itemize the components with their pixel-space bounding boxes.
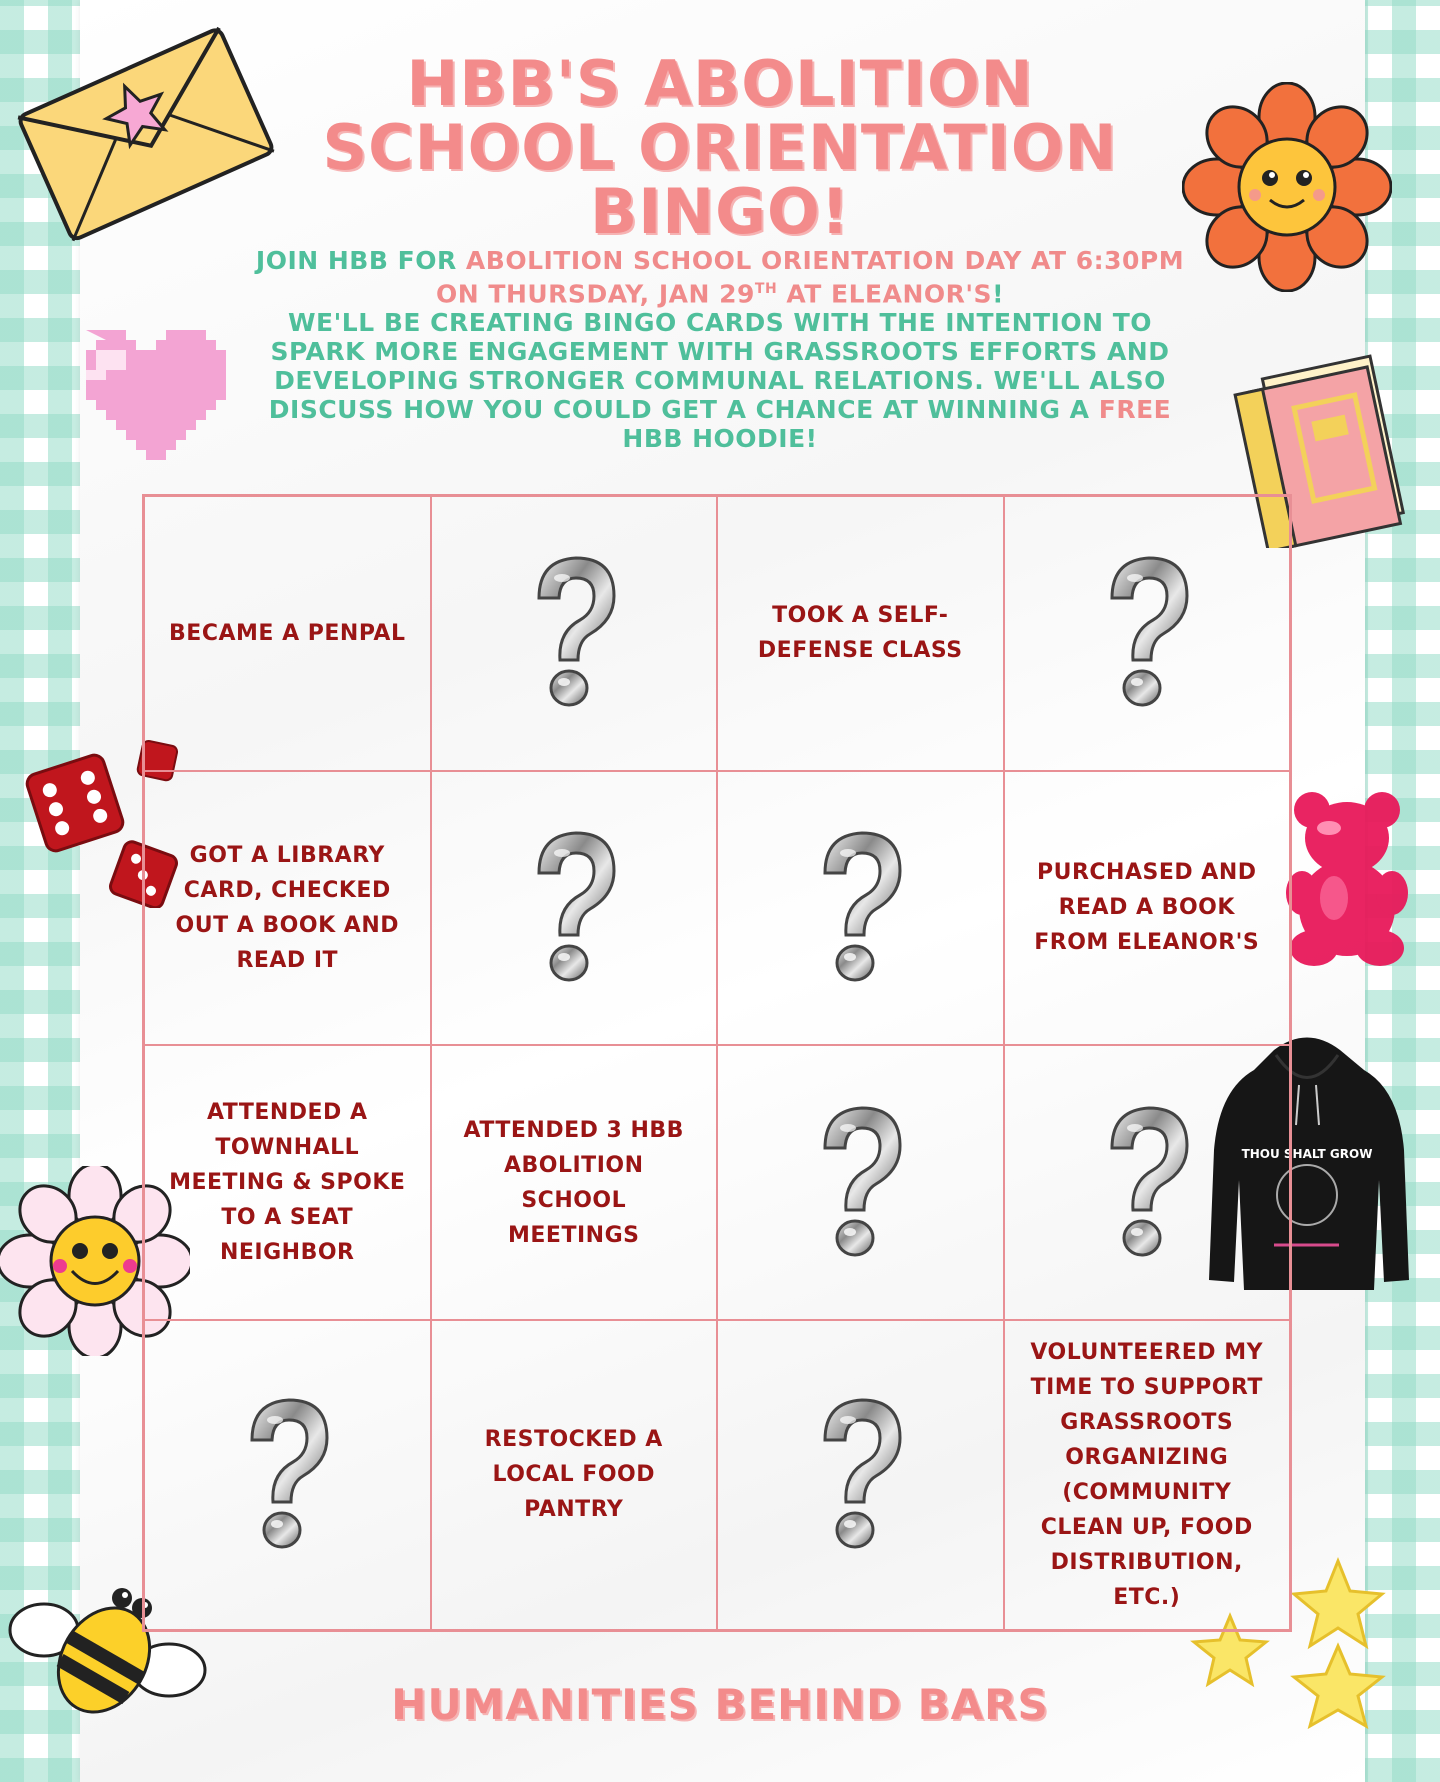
bingo-cell-label: BECAME A PENPAL	[169, 620, 406, 646]
bingo-card	[142, 494, 1292, 1632]
bingo-cell-mystery[interactable]	[717, 1045, 1004, 1320]
question-mark-icon	[800, 1098, 920, 1268]
bingo-cell-mystery[interactable]	[717, 771, 1004, 1046]
bingo-cell-townhall-meeting[interactable]	[144, 1045, 431, 1320]
bingo-cell-library-card[interactable]	[144, 771, 431, 1046]
intro-exclamation: !	[992, 279, 1004, 309]
bingo-cell-label: ATTENDED A TOWNHALL MEETING & SPOKE TO A SEAT NEIGHBOR	[169, 1100, 406, 1266]
intro-part-1: JOIN HBB FOR	[255, 246, 466, 275]
footer-org-name: HUMANITIES BEHIND BARS	[391, 1680, 1049, 1729]
question-mark-icon	[1087, 1098, 1207, 1268]
intro-part-7: HBB HOODIE!	[622, 424, 818, 454]
bingo-cell-mystery[interactable]	[1004, 496, 1291, 771]
intro-free: FREE	[1098, 395, 1172, 425]
bingo-cell-hbb-meetings[interactable]	[431, 1045, 718, 1320]
bingo-cell-food-pantry[interactable]	[431, 1320, 718, 1630]
question-mark-icon	[227, 1390, 347, 1560]
bingo-cell-mystery[interactable]	[1004, 1045, 1291, 1320]
question-mark-icon	[1087, 548, 1207, 718]
hoodie-print-text: THOU SHALT GROW	[1241, 1147, 1373, 1161]
question-mark-icon	[800, 1390, 920, 1560]
question-mark-icon	[514, 823, 634, 993]
flyer-title: HBB'S ABOLITION SCHOOL ORIENTATION BINGO!	[322, 47, 1118, 248]
bingo-cell-self-defense-class[interactable]	[717, 496, 1004, 771]
bingo-cell-label: GOT A LIBRARY CARD, CHECKED OUT A BOOK AND READ IT	[175, 842, 399, 973]
bingo-cell-mystery[interactable]	[431, 771, 718, 1046]
bingo-cell-mystery[interactable]	[144, 1320, 431, 1630]
intro-text	[250, 246, 1190, 453]
bingo-cell-became-a-penpal[interactable]	[144, 496, 431, 771]
intro-part-5: WE'LL BE CREATING BINGO CARDS WITH THE INTENTION TO SPARK MORE ENGAGEMENT WITH GRASSROOTS EFFORTS AND DEVELOPING STRONGER COMMUNAL RELATIONS. WE'LL ALSO DISCUSS HOW YOU COULD GET A CHANCE AT WINNING A	[268, 308, 1170, 425]
bingo-cell-label: VOLUNTEERED MY TIME TO SUPPORT GRASSROOTS ORGANIZING (COMMUNITY CLEAN UP, FOOD DISTRIBUTION, ETC.)	[1030, 1339, 1264, 1610]
flower-sun-icon	[1182, 82, 1392, 292]
bingo-cell-label: TOOK A SELF-DEFENSE CLASS	[757, 603, 963, 664]
bingo-cell-mystery[interactable]	[717, 1320, 1004, 1630]
question-mark-icon	[514, 548, 634, 718]
envelope-icon	[10, 22, 280, 242]
intro-venue: AT ELEANOR'S	[777, 279, 993, 309]
intro-date-suffix: TH	[754, 281, 778, 297]
bingo-cell-purchased-book[interactable]	[1004, 771, 1291, 1046]
pixel-heart-icon	[66, 330, 226, 460]
bingo-cell-label: RESTOCKED A LOCAL FOOD PANTRY	[484, 1427, 663, 1523]
bingo-cell-label: PURCHASED AND READ A BOOK FROM ELEANOR'S	[1034, 860, 1260, 956]
bingo-cell-label: ATTENDED 3 HBB ABOLITION SCHOOL MEETINGS	[463, 1117, 684, 1248]
gummy-bear-icon	[1284, 788, 1409, 968]
bingo-cell-mystery[interactable]	[431, 496, 718, 771]
bingo-cell-volunteered[interactable]	[1004, 1320, 1291, 1630]
intro-event-details: ABOLITION SCHOOL ORIENTATION DAY AT 6:30PM ON THURSDAY, JAN 29	[436, 246, 1185, 309]
question-mark-icon	[800, 823, 920, 993]
